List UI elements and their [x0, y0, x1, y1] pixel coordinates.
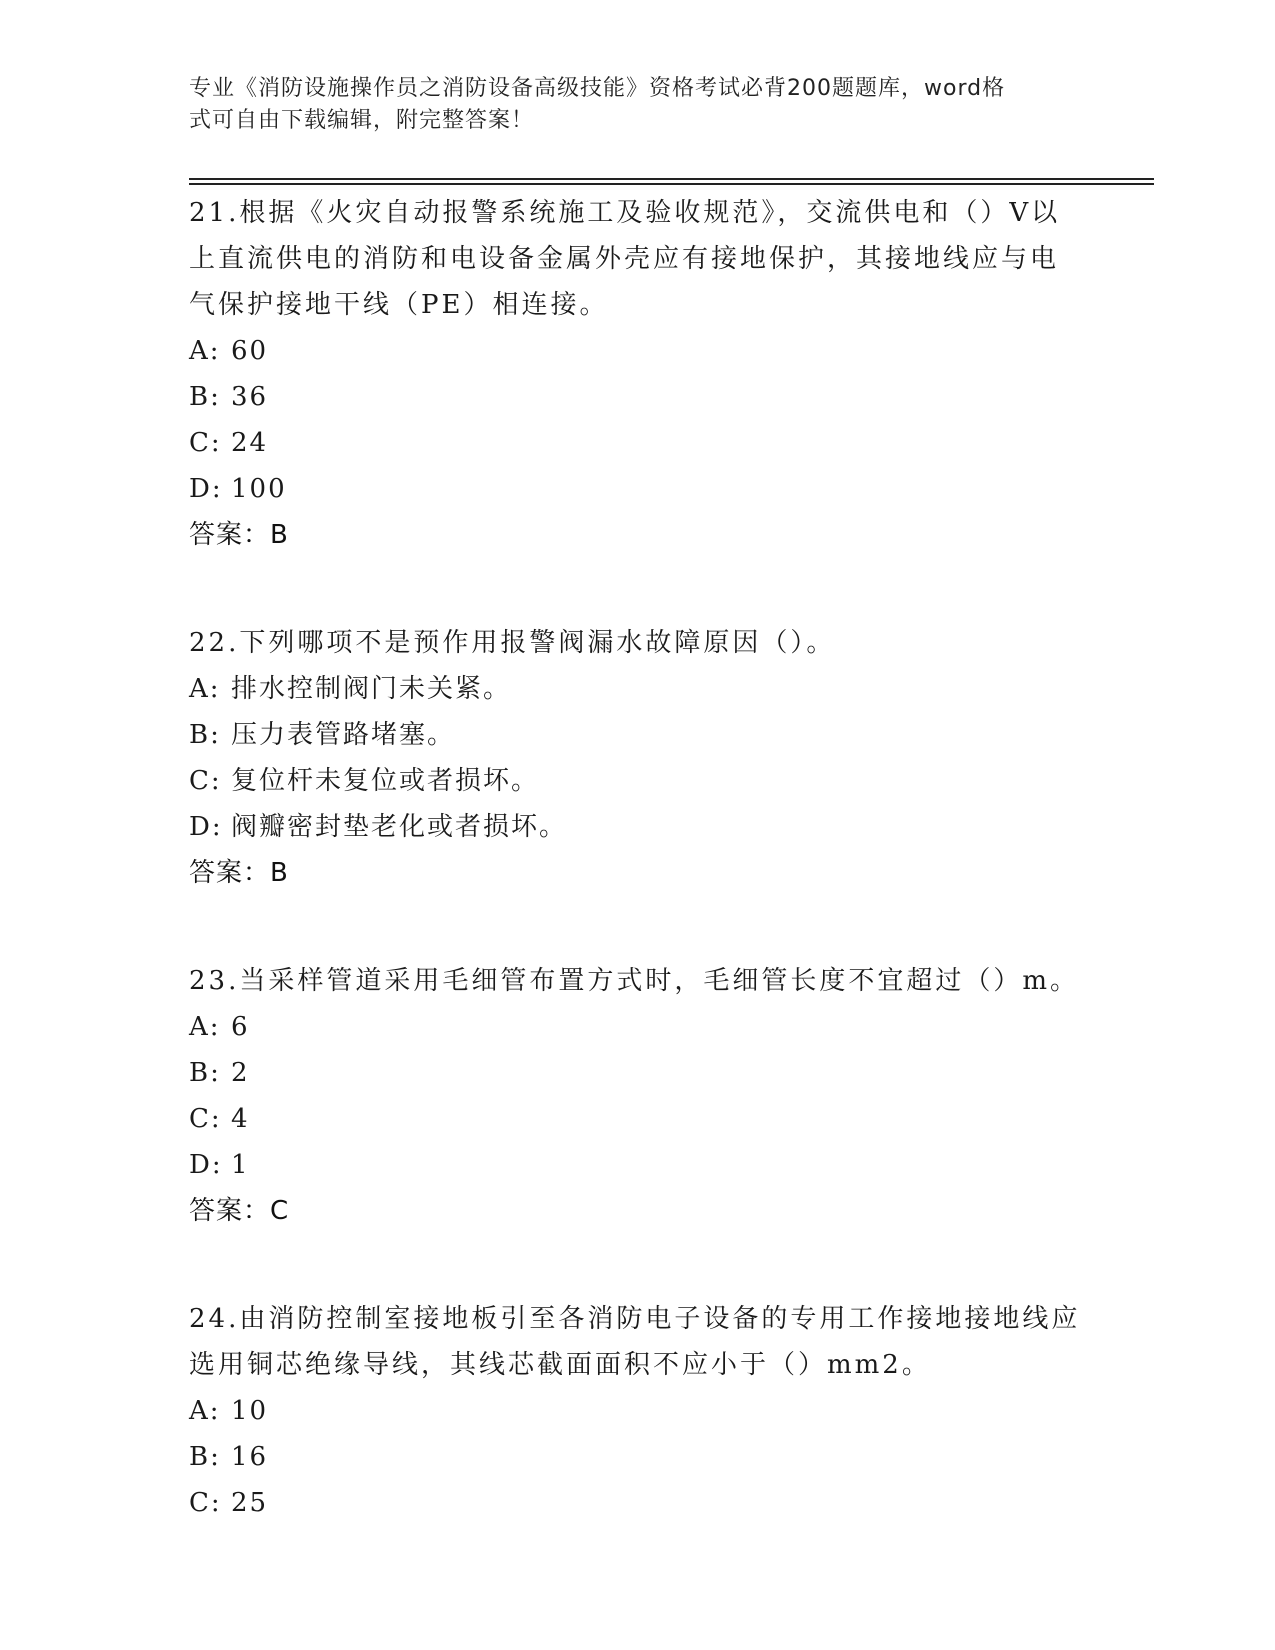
option-key: D: [189, 812, 223, 842]
answer-line: 答案：B [189, 520, 289, 550]
option-key: B: [189, 720, 221, 750]
question-list [189, 190, 1089, 1588]
option-text: 100 [231, 474, 287, 504]
stem-line: 23.当采样管道采用毛细管布置方式时，毛细管长度不宜超过（）m。 [189, 966, 1080, 996]
option-c [189, 1480, 1089, 1526]
question-stem [189, 190, 1089, 328]
option-key: C: [189, 1104, 222, 1134]
option-key: A: [189, 1396, 221, 1426]
question-22 [189, 620, 1089, 896]
option-b [189, 1434, 1089, 1480]
option-text: 36 [231, 382, 269, 412]
question-24 [189, 1296, 1089, 1526]
option-b [189, 374, 1089, 420]
option-d [189, 804, 1089, 850]
option-key: B: [189, 382, 221, 412]
option-key: C: [189, 428, 222, 458]
option-text: 1 [231, 1150, 250, 1180]
option-key: A: [189, 674, 221, 704]
stem-line: 选用铜芯绝缘导线，其线芯截面面积不应小于（）mm2。 [189, 1350, 931, 1380]
option-text: 6 [231, 1012, 250, 1042]
header-divider-top [189, 178, 1154, 180]
option-key: D: [189, 1150, 223, 1180]
option-c [189, 1096, 1089, 1142]
option-key: C: [189, 1488, 222, 1518]
option-c [189, 758, 1089, 804]
header-line-2: 式可自由下载编辑，附完整答案！ [189, 108, 535, 133]
option-key: A: [189, 336, 221, 366]
answer-line: 答案：C [189, 1196, 290, 1226]
stem-line: 24.由消防控制室接地板引至各消防电子设备的专用工作接地接地线应 [189, 1304, 1081, 1334]
stem-line: 气保护接地干线（PE）相连接。 [189, 290, 609, 320]
option-a [189, 666, 1089, 712]
option-text: 60 [231, 336, 269, 366]
answer-line: 答案：B [189, 858, 289, 888]
option-text: 10 [231, 1396, 269, 1426]
question-stem [189, 1296, 1089, 1388]
stem-line: 22.下列哪项不是预作用报警阀漏水故障原因（）。 [189, 628, 836, 658]
header-line-1: 专业《消防设施操作员之消防设备高级技能》资格考试必背200题题库，word格 [189, 76, 1006, 101]
option-text: 25 [231, 1488, 269, 1518]
document-header [189, 73, 1069, 137]
option-a [189, 1388, 1089, 1434]
option-text: 2 [231, 1058, 250, 1088]
option-text: 16 [231, 1442, 269, 1472]
option-text: 压力表管路堵塞。 [231, 720, 456, 750]
option-b [189, 1050, 1089, 1096]
option-text: 排水控制阀门未关紧。 [231, 674, 512, 704]
option-key: B: [189, 1058, 221, 1088]
option-b [189, 712, 1089, 758]
option-a [189, 328, 1089, 374]
question-23 [189, 958, 1089, 1234]
option-text: 24 [231, 428, 269, 458]
question-21 [189, 190, 1089, 558]
option-key: B: [189, 1442, 221, 1472]
option-a [189, 1004, 1089, 1050]
question-stem [189, 620, 1089, 666]
option-text: 复位杆未复位或者损坏。 [231, 766, 540, 796]
option-text: 阀瓣密封垫老化或者损坏。 [231, 812, 568, 842]
option-key: C: [189, 766, 222, 796]
option-c [189, 420, 1089, 466]
option-d [189, 466, 1089, 512]
header-divider-bottom [189, 183, 1154, 185]
option-text: 4 [231, 1104, 250, 1134]
question-stem [189, 958, 1089, 1004]
stem-line: 21.根据《火灾自动报警系统施工及验收规范》，交流供电和（）V以 [189, 198, 1061, 228]
option-d [189, 1142, 1089, 1188]
option-key: A: [189, 1012, 221, 1042]
option-key: D: [189, 474, 223, 504]
stem-line: 上直流供电的消防和电设备金属外壳应有接地保护，其接地线应与电 [189, 244, 1060, 274]
